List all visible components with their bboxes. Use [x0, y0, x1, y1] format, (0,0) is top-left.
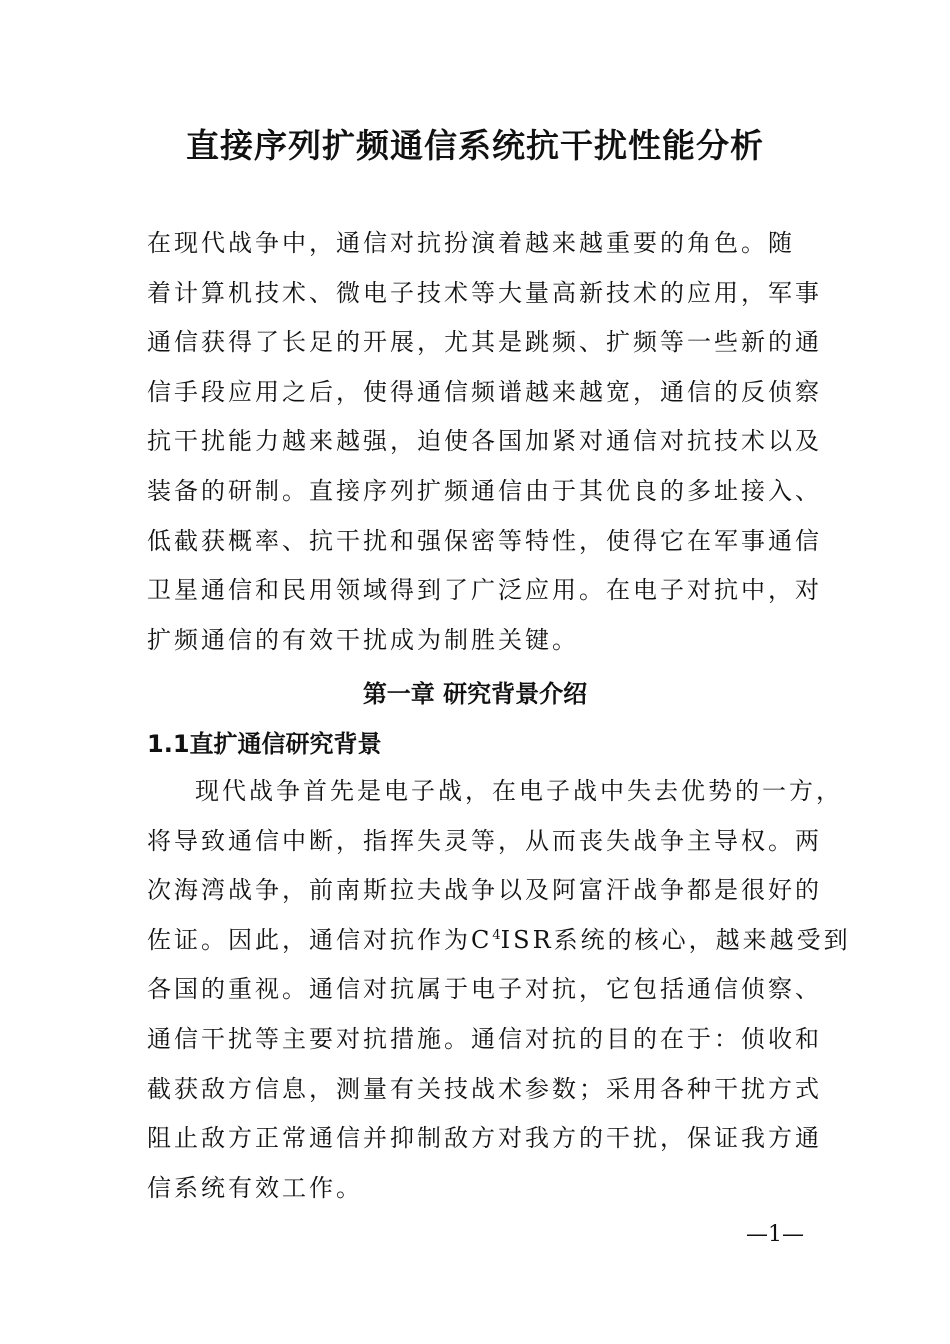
text-line: 次海湾战争，前南斯拉夫战争以及阿富汗战争都是很好的 — [147, 876, 822, 905]
page-number: —1— — [746, 1222, 804, 1247]
text-line: 截获敌方信息，测量有关技战术参数；采用各种干扰方式 — [147, 1074, 822, 1103]
section-heading: 1.1直扩通信研究背景 — [147, 730, 382, 758]
text-fragment: 佐证。因此，通信对抗作为C — [147, 925, 493, 954]
document-title: 直接序列扩频通信系统抗干扰性能分析 — [186, 126, 764, 165]
chapter-heading: 第一章 研究背景介绍 — [362, 680, 588, 708]
text-line: 信系统有效工作。 — [147, 1173, 363, 1202]
text-line: 通信干扰等主要对抗措施。通信对抗的目的在于：侦收和 — [147, 1024, 822, 1053]
superscript-four: 4 — [492, 927, 501, 943]
text-line: 扩频通信的有效干扰成为制胜关键。 — [147, 625, 579, 654]
text-line: 低截获概率、抗干扰和强保密等特性，使得它在军事通信 — [147, 526, 822, 555]
intro-paragraph — [147, 219, 822, 665]
text-line: 阻止敌方正常通信并抑制敌方对我方的干扰，保证我方通 — [147, 1124, 822, 1153]
text-line: 将导致通信中断，指挥失灵等，从而丧失战争主导权。两 — [147, 826, 822, 855]
text-line: 信手段应用之后，使得通信频谱越来越宽，通信的反侦察 — [147, 377, 822, 406]
text-line: 抗干扰能力越来越强，迫使各国加紧对通信对抗技术以及 — [147, 427, 822, 456]
text-line: 在现代战争中，通信对抗扮演着越来越重要的角色。随 — [147, 229, 795, 257]
text-line: 着计算机技术、微电子技术等大量高新技术的应用，军事 — [147, 278, 822, 307]
text-line: 通信获得了长足的开展，尤其是跳频、扩频等一些新的通 — [147, 328, 822, 357]
text-fragment: ISR系统的核心，越来越受到 — [500, 925, 851, 954]
text-line: 现代战争首先是电子战，在电子战中失去优势的一方， — [195, 777, 843, 805]
text-line: 各国的重视。通信对抗属于电子对抗，它包括通信侦察、 — [147, 975, 822, 1004]
c4isr-text-line — [147, 916, 851, 966]
text-line: 装备的研制。直接序列扩频通信由于其优良的多址接入、 — [147, 476, 822, 505]
body-paragraph — [147, 767, 851, 1213]
text-line: 卫星通信和民用领域得到了广泛应用。在电子对抗中，对 — [147, 576, 822, 605]
